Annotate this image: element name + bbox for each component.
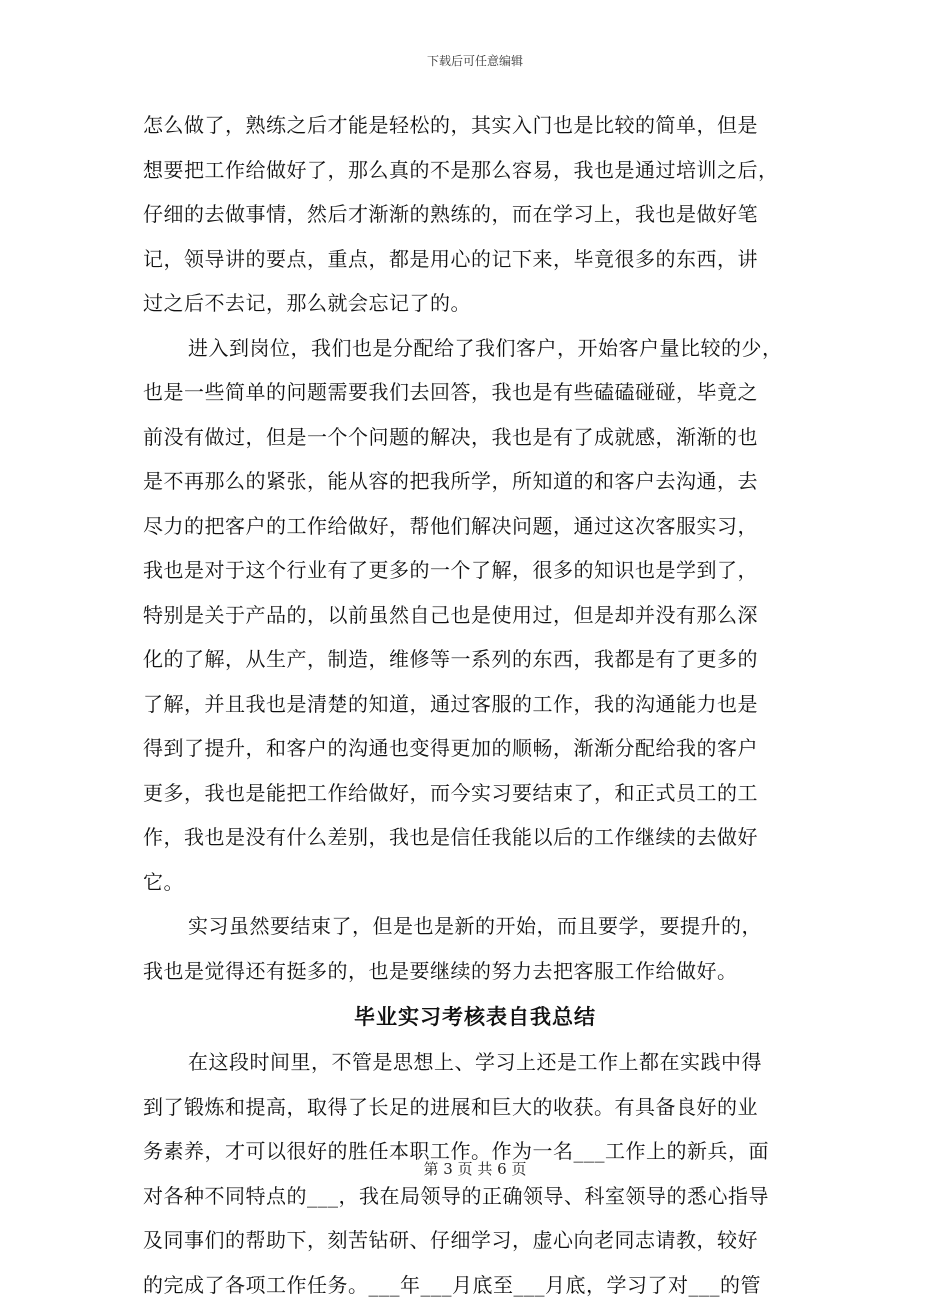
- body-line: 过之后不去记，那么就会忘记了的。: [143, 281, 807, 326]
- body-line: 作，我也是没有什么差别，我也是信任我能以后的工作继续的去做好: [143, 815, 807, 860]
- body-line: 记，领导讲的要点，重点，都是用心的记下来，毕竟很多的东西，讲: [143, 237, 807, 282]
- body-line: 它。: [143, 860, 807, 905]
- body-line: 了解，并且我也是清楚的知道，通过客服的工作，我的沟通能力也是: [143, 682, 807, 727]
- document-body: [143, 103, 807, 1307]
- body-line: 得到了提升，和客户的沟通也变得更加的顺畅，渐渐分配给我的客户: [143, 726, 807, 771]
- body-line: 仔细的去做事情，然后才渐渐的熟练的，而在学习上，我也是做好笔: [143, 192, 807, 237]
- body-line: 到了锻炼和提高，取得了长足的进展和巨大的收获。有具备良好的业: [143, 1085, 807, 1130]
- body-line: 是不再那么的紧张，能从容的把我所学，所知道的和客户去沟通，去: [143, 459, 807, 504]
- body-line: 特别是关于产品的，以前虽然自己也是使用过，但是却并没有那么深: [143, 593, 807, 638]
- page-number: 第 3 页 共 6 页: [0, 1158, 950, 1179]
- body-line: 想要把工作给做好了，那么真的不是那么容易，我也是通过培训之后，: [143, 148, 807, 193]
- paragraph-start-line: 进入到岗位，我们也是分配给了我们客户，开始客户量比较的少，: [143, 326, 807, 371]
- section-title: 毕业实习考核表自我总结: [143, 993, 807, 1040]
- body-line: 务素养，才可以很好的胜任本职工作。作为一名___工作上的新兵，面: [143, 1129, 807, 1174]
- body-line: 的完成了各项工作任务。___年___月底至___月底，学习了对___的管: [143, 1263, 807, 1307]
- page-header: 下载后可任意编辑: [0, 52, 950, 69]
- body-line: 我也是对于这个行业有了更多的一个了解，很多的知识也是学到了，: [143, 548, 807, 593]
- body-line: 更多，我也是能把工作给做好，而今实习要结束了，和正式员工的工: [143, 771, 807, 816]
- body-line: 尽力的把客户的工作给做好，帮他们解决问题，通过这次客服实习，: [143, 504, 807, 549]
- body-line: 前没有做过，但是一个个问题的解决，我也是有了成就感，渐渐的也: [143, 415, 807, 460]
- body-line: 我也是觉得还有挺多的，也是要继续的努力去把客服工作给做好。: [143, 949, 807, 994]
- paragraph-start-line: 在这段时间里，不管是思想上、学习上还是工作上都在实践中得: [143, 1040, 807, 1085]
- body-line: 怎么做了，熟练之后才能是轻松的，其实入门也是比较的简单，但是: [143, 103, 807, 148]
- body-line: 对各种不同特点的___，我在局领导的正确领导、科室领导的悉心指导: [143, 1174, 807, 1219]
- body-line: 化的了解，从生产，制造，维修等一系列的东西，我都是有了更多的: [143, 637, 807, 682]
- body-line: 也是一些简单的问题需要我们去回答，我也是有些磕磕碰碰，毕竟之: [143, 370, 807, 415]
- paragraph-start-line: 实习虽然要结束了，但是也是新的开始，而且要学，要提升的，: [143, 904, 807, 949]
- body-line: 及同事们的帮助下，刻苦钻研、仔细学习，虚心向老同志请教，较好: [143, 1218, 807, 1263]
